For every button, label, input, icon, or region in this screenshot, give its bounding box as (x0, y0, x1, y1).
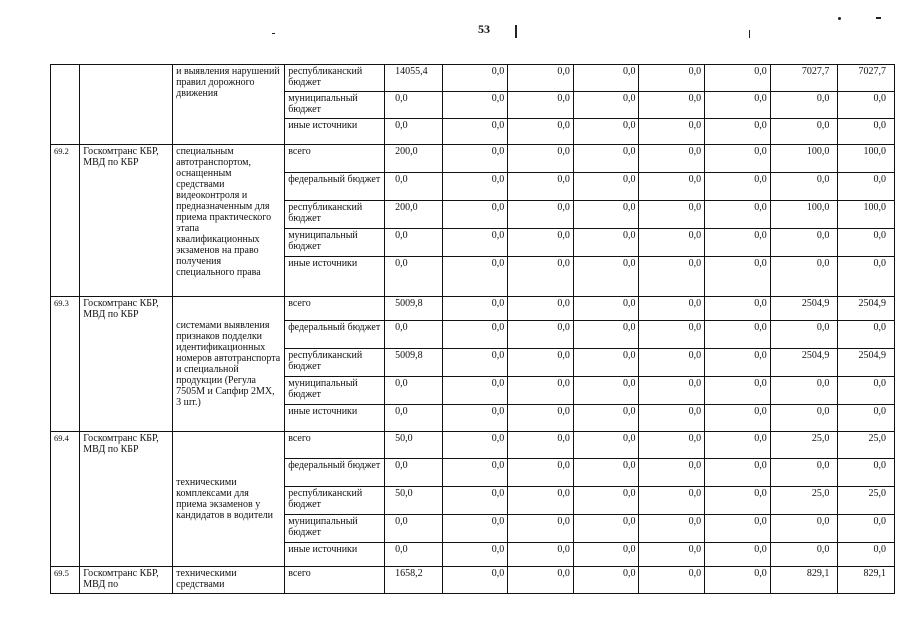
amount-cell: 0,0 (705, 297, 771, 321)
amount-cell: 0,0 (573, 229, 639, 257)
amount-cell: 0,0 (639, 405, 705, 432)
amount-cell: 0,0 (705, 567, 771, 594)
amount-cell: 0,0 (508, 405, 574, 432)
amount-cell: 0,0 (639, 201, 705, 229)
amount-cell: 0,0 (639, 92, 705, 119)
amount-cell: 0,0 (508, 487, 574, 515)
amount-cell: 0,0 (573, 405, 639, 432)
amount-cell: 0,0 (639, 229, 705, 257)
amount-cell: 0,0 (573, 377, 639, 405)
amount-cell: 0,0 (573, 297, 639, 321)
budget-table (50, 64, 895, 594)
item-number: 69.5 (51, 567, 80, 594)
amount-cell: 0,0 (385, 229, 443, 257)
amount-cell: 200,0 (385, 145, 443, 173)
amount-cell: 0,0 (385, 543, 443, 567)
table-row (51, 145, 895, 173)
amount-cell: 0,0 (442, 145, 508, 173)
amount-cell: 0,0 (442, 432, 508, 459)
amount-cell: 0,0 (508, 543, 574, 567)
executor-cell: Госкомтранс КБР, МВД по КБР (80, 145, 173, 297)
amount-cell: 0,0 (705, 229, 771, 257)
amount-cell: 0,0 (573, 487, 639, 515)
amount-cell: 0,0 (442, 201, 508, 229)
amount-cell: 0,0 (573, 119, 639, 145)
amount-cell: 200,0 (385, 201, 443, 229)
amount-cell: 0,0 (838, 377, 895, 405)
budget-table-body (51, 65, 895, 594)
item-number (51, 65, 80, 145)
description-cell: техническими средствами (173, 567, 285, 594)
description-cell: специальным автотранспортом, оснащенным средствами видеоконтроля и предназначенным для приема практического этапа квалификационных экзаменов на право получения специального права (173, 145, 285, 297)
amount-cell: 0,0 (838, 229, 895, 257)
amount-cell: 0,0 (508, 229, 574, 257)
amount-cell: 100,0 (770, 201, 838, 229)
amount-cell: 0,0 (838, 459, 895, 487)
table-row (51, 65, 895, 92)
amount-cell: 0,0 (573, 201, 639, 229)
amount-cell: 0,0 (838, 92, 895, 119)
amount-cell: 0,0 (573, 349, 639, 377)
amount-cell: 5009,8 (385, 297, 443, 321)
amount-cell: 100,0 (838, 145, 895, 173)
funding-source-cell: всего (285, 145, 385, 173)
amount-cell: 0,0 (705, 65, 771, 92)
amount-cell: 0,0 (442, 377, 508, 405)
amount-cell: 0,0 (639, 543, 705, 567)
funding-source-cell: всего (285, 567, 385, 594)
amount-cell: 7027,7 (838, 65, 895, 92)
amount-cell: 2504,9 (770, 349, 838, 377)
amount-cell: 0,0 (639, 173, 705, 201)
amount-cell: 0,0 (770, 377, 838, 405)
amount-cell: 0,0 (639, 257, 705, 297)
table-row (51, 567, 895, 594)
amount-cell: 0,0 (573, 145, 639, 173)
amount-cell: 50,0 (385, 432, 443, 459)
funding-source-cell: республиканский бюджет (285, 201, 385, 229)
funding-source-cell: всего (285, 297, 385, 321)
amount-cell: 0,0 (573, 92, 639, 119)
executor-cell: Госкомтранс КБР, МВД по КБР (80, 432, 173, 567)
amount-cell: 0,0 (385, 459, 443, 487)
amount-cell: 0,0 (508, 119, 574, 145)
funding-source-cell: муниципальный бюджет (285, 92, 385, 119)
amount-cell: 0,0 (770, 321, 838, 349)
amount-cell: 0,0 (639, 487, 705, 515)
amount-cell: 14055,4 (385, 65, 443, 92)
amount-cell: 0,0 (573, 432, 639, 459)
amount-cell: 0,0 (385, 377, 443, 405)
amount-cell: 0,0 (385, 92, 443, 119)
amount-cell: 0,0 (442, 567, 508, 594)
amount-cell: 0,0 (770, 459, 838, 487)
funding-source-cell: республиканский бюджет (285, 487, 385, 515)
description-cell: и выявления нарушений правил дорожного движения (173, 65, 285, 145)
amount-cell: 0,0 (705, 432, 771, 459)
funding-source-cell: республиканский бюджет (285, 349, 385, 377)
amount-cell: 0,0 (508, 145, 574, 173)
amount-cell: 0,0 (508, 173, 574, 201)
amount-cell: 0,0 (442, 65, 508, 92)
amount-cell: 0,0 (385, 405, 443, 432)
amount-cell: 0,0 (639, 297, 705, 321)
amount-cell: 50,0 (385, 487, 443, 515)
funding-source-cell: иные источники (285, 119, 385, 145)
amount-cell: 25,0 (838, 432, 895, 459)
amount-cell: 0,0 (442, 487, 508, 515)
amount-cell: 0,0 (573, 459, 639, 487)
amount-cell: 0,0 (385, 321, 443, 349)
amount-cell: 0,0 (385, 173, 443, 201)
amount-cell: 0,0 (705, 257, 771, 297)
amount-cell: 0,0 (508, 321, 574, 349)
amount-cell: 0,0 (705, 543, 771, 567)
amount-cell: 0,0 (838, 173, 895, 201)
amount-cell: 0,0 (442, 349, 508, 377)
amount-cell: 0,0 (508, 297, 574, 321)
amount-cell: 0,0 (770, 543, 838, 567)
funding-source-cell: муниципальный бюджет (285, 377, 385, 405)
amount-cell: 0,0 (639, 119, 705, 145)
item-number: 69.4 (51, 432, 80, 567)
amount-cell: 0,0 (442, 515, 508, 543)
amount-cell: 0,0 (770, 515, 838, 543)
amount-cell: 0,0 (639, 65, 705, 92)
amount-cell: 0,0 (838, 321, 895, 349)
amount-cell: 0,0 (442, 543, 508, 567)
amount-cell: 0,0 (770, 92, 838, 119)
amount-cell: 0,0 (508, 201, 574, 229)
amount-cell: 0,0 (442, 229, 508, 257)
amount-cell: 0,0 (639, 377, 705, 405)
amount-cell: 0,0 (705, 515, 771, 543)
funding-source-cell: муниципальный бюджет (285, 229, 385, 257)
amount-cell: 0,0 (705, 92, 771, 119)
amount-cell: 0,0 (705, 487, 771, 515)
amount-cell: 0,0 (838, 257, 895, 297)
scan-mark (749, 30, 750, 38)
description-cell: системами выявления признаков подделки идентификационных номеров автотранспорта и специальной продукции (Регула 7505М и Сапфир 2МХ, 3 шт.) (173, 297, 285, 432)
amount-cell: 0,0 (639, 349, 705, 377)
scan-mark (515, 25, 517, 38)
amount-cell: 0,0 (573, 321, 639, 349)
amount-cell: 0,0 (442, 257, 508, 297)
page-number: 53 (478, 22, 490, 36)
amount-cell: 0,0 (573, 173, 639, 201)
amount-cell: 0,0 (705, 119, 771, 145)
amount-cell: 0,0 (838, 543, 895, 567)
funding-source-cell: муниципальный бюджет (285, 515, 385, 543)
amount-cell: 7027,7 (770, 65, 838, 92)
executor-cell (80, 65, 173, 145)
amount-cell: 0,0 (385, 119, 443, 145)
amount-cell: 0,0 (705, 349, 771, 377)
scan-mark (838, 17, 841, 20)
amount-cell: 0,0 (639, 515, 705, 543)
amount-cell: 0,0 (442, 119, 508, 145)
amount-cell: 5009,8 (385, 349, 443, 377)
amount-cell: 25,0 (770, 487, 838, 515)
funding-source-cell: республиканский бюджет (285, 65, 385, 92)
funding-source-cell: иные источники (285, 543, 385, 567)
description-cell: техническими комплексами для приема экзаменов у кандидатов в водители (173, 432, 285, 567)
amount-cell: 0,0 (705, 173, 771, 201)
amount-cell: 0,0 (705, 377, 771, 405)
item-number: 69.3 (51, 297, 80, 432)
amount-cell: 0,0 (770, 119, 838, 145)
amount-cell: 2504,9 (838, 297, 895, 321)
funding-source-cell: федеральный бюджет (285, 321, 385, 349)
amount-cell: 0,0 (508, 515, 574, 543)
amount-cell: 0,0 (705, 459, 771, 487)
amount-cell: 0,0 (573, 515, 639, 543)
amount-cell: 829,1 (770, 567, 838, 594)
funding-source-cell: иные источники (285, 405, 385, 432)
executor-cell: Госкомтранс КБР, МВД по КБР (80, 297, 173, 432)
amount-cell: 0,0 (573, 567, 639, 594)
amount-cell: 0,0 (442, 173, 508, 201)
scan-mark (272, 33, 275, 34)
amount-cell: 0,0 (508, 257, 574, 297)
amount-cell: 0,0 (385, 515, 443, 543)
amount-cell: 0,0 (573, 543, 639, 567)
amount-cell: 0,0 (639, 321, 705, 349)
amount-cell: 0,0 (770, 229, 838, 257)
amount-cell: 0,0 (838, 119, 895, 145)
amount-cell: 0,0 (639, 432, 705, 459)
amount-cell: 0,0 (442, 92, 508, 119)
amount-cell: 1658,2 (385, 567, 443, 594)
amount-cell: 100,0 (770, 145, 838, 173)
amount-cell: 0,0 (838, 405, 895, 432)
executor-cell: Госкомтранс КБР, МВД по (80, 567, 173, 594)
amount-cell: 0,0 (639, 567, 705, 594)
amount-cell: 0,0 (508, 65, 574, 92)
amount-cell: 0,0 (705, 201, 771, 229)
amount-cell: 25,0 (770, 432, 838, 459)
amount-cell: 829,1 (838, 567, 895, 594)
item-number: 69.2 (51, 145, 80, 297)
amount-cell: 0,0 (442, 297, 508, 321)
amount-cell: 0,0 (573, 257, 639, 297)
amount-cell: 0,0 (508, 432, 574, 459)
amount-cell: 0,0 (573, 65, 639, 92)
funding-source-cell: федеральный бюджет (285, 459, 385, 487)
amount-cell: 0,0 (705, 321, 771, 349)
amount-cell: 0,0 (838, 515, 895, 543)
amount-cell: 0,0 (442, 459, 508, 487)
funding-source-cell: всего (285, 432, 385, 459)
amount-cell: 0,0 (508, 567, 574, 594)
amount-cell: 0,0 (770, 405, 838, 432)
funding-source-cell: иные источники (285, 257, 385, 297)
amount-cell: 0,0 (508, 459, 574, 487)
amount-cell: 25,0 (838, 487, 895, 515)
amount-cell: 100,0 (838, 201, 895, 229)
amount-cell: 0,0 (508, 349, 574, 377)
scan-mark (876, 17, 881, 19)
amount-cell: 2504,9 (770, 297, 838, 321)
table-row (51, 432, 895, 459)
amount-cell: 0,0 (639, 145, 705, 173)
amount-cell: 0,0 (442, 405, 508, 432)
amount-cell: 2504,9 (838, 349, 895, 377)
amount-cell: 0,0 (770, 257, 838, 297)
amount-cell: 0,0 (770, 173, 838, 201)
amount-cell: 0,0 (705, 405, 771, 432)
funding-source-cell: федеральный бюджет (285, 173, 385, 201)
amount-cell: 0,0 (508, 92, 574, 119)
amount-cell: 0,0 (639, 459, 705, 487)
amount-cell: 0,0 (508, 377, 574, 405)
amount-cell: 0,0 (705, 145, 771, 173)
amount-cell: 0,0 (442, 321, 508, 349)
amount-cell: 0,0 (385, 257, 443, 297)
table-row (51, 297, 895, 321)
